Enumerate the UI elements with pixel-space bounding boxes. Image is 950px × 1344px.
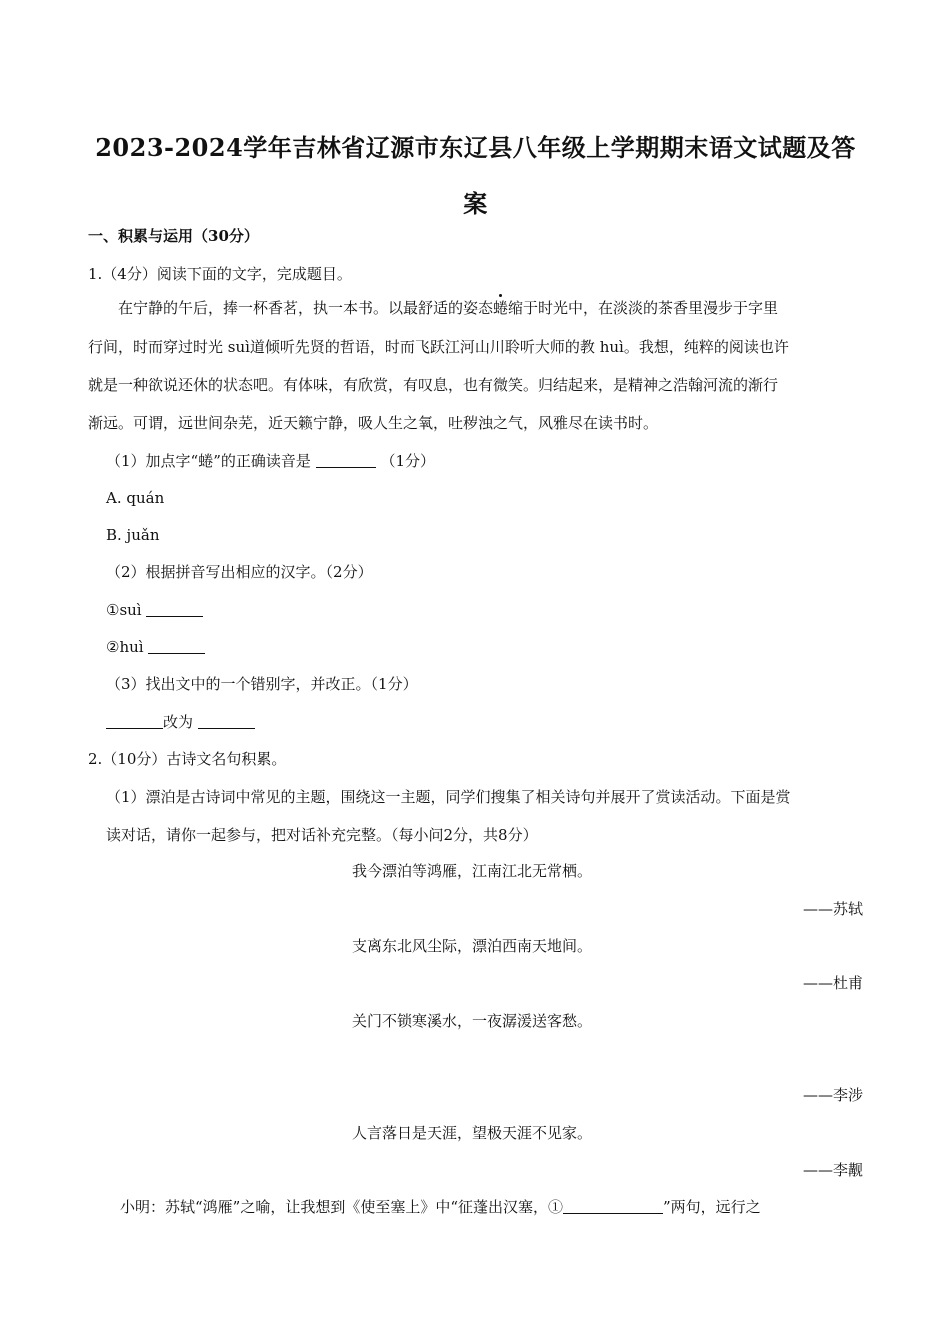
section-heading: 一、积累与运用（30分）	[88, 227, 259, 245]
poem-line: 关门不锁寒溪水，一夜潺湲送客愁。	[352, 1012, 593, 1030]
answer-blank[interactable]	[146, 602, 203, 617]
answer-blank[interactable]	[563, 1199, 663, 1214]
correction-line: 改为	[106, 712, 255, 732]
option-b: B. juǎn	[106, 526, 160, 544]
question-2-stem: 2.（10分）古诗文名句积累。	[88, 750, 287, 768]
poem-line: 支离东北风尘际，漂泊西南天地间。	[352, 937, 593, 955]
poem-author: ——杜甫	[802, 974, 863, 992]
question-2-intro-line-2: 读对话，请你一起参与，把对话补充完整。（每小问2分，共8分）	[106, 826, 538, 844]
poem-author: ——李涉	[802, 1086, 863, 1104]
passage-line-2: 行间，时而穿过时光 suì道倾听先贤的哲语，时而飞跃江河山川聆听大师的教 huì。我想，纯粹的阅读也许	[88, 338, 789, 356]
passage-line-4: 渐远。可谓，远世间杂芜，近天籁宁静，吸人生之氧，吐秽浊之气，风雅尽在读书时。	[88, 414, 659, 432]
dotted-character: 蜷	[493, 299, 509, 317]
answer-blank[interactable]	[316, 453, 376, 468]
question-2-intro-line-1: （1）漂泊是古诗词中常见的主题，围绕这一主题，同学们搜集了相关诗句并展开了赏读活动。下面是赏	[106, 788, 791, 806]
sub-question-2: （2）根据拼音写出相应的汉字。（2分）	[106, 563, 373, 581]
sub-question-3: （3）找出文中的一个错别字，并改正。（1分）	[106, 675, 418, 693]
poem-author: ——苏轼	[802, 900, 863, 918]
page-title: 2023-2024学年吉林省辽源市东辽县八年级上学期期末语文试题及答案	[95, 133, 856, 218]
option-a: A. quán	[106, 489, 165, 507]
poem-line: 人言落日是天涯，望极天涯不见家。	[352, 1124, 593, 1142]
answer-blank[interactable]	[148, 639, 205, 654]
pinyin-sui: ①suì	[106, 600, 203, 620]
poem-line: 我今漂泊等鸿雁，江南江北无常栖。	[352, 862, 593, 880]
answer-blank[interactable]	[198, 714, 255, 729]
answer-blank[interactable]	[106, 714, 163, 729]
dialogue-xiaoming: 小明：苏轼“鸿雁”之喻，让我想到《使至塞上》中“征蓬出汉塞，① ”两句，远行之	[120, 1198, 761, 1216]
passage-line-3: 就是一种欲说还休的状态吧。有体味，有欣赏，有叹息，也有微笑。归结起来，是精神之浩翰河流的渐行	[88, 376, 779, 394]
pinyin-hui: ②huì	[106, 637, 205, 657]
question-1-stem: 1.（4分）阅读下面的文字，完成题目。	[88, 265, 352, 283]
passage-line-1: 在宁静的午后，捧一杯香茗，执一本书。以最舒适的姿态蜷缩于时光中，在淡淡的茶香里漫步于字里	[118, 299, 779, 317]
poem-author: ——李觏	[802, 1161, 863, 1179]
sub-question-1: （1）加点字“蜷”的正确读音是 （1分）	[106, 452, 435, 470]
